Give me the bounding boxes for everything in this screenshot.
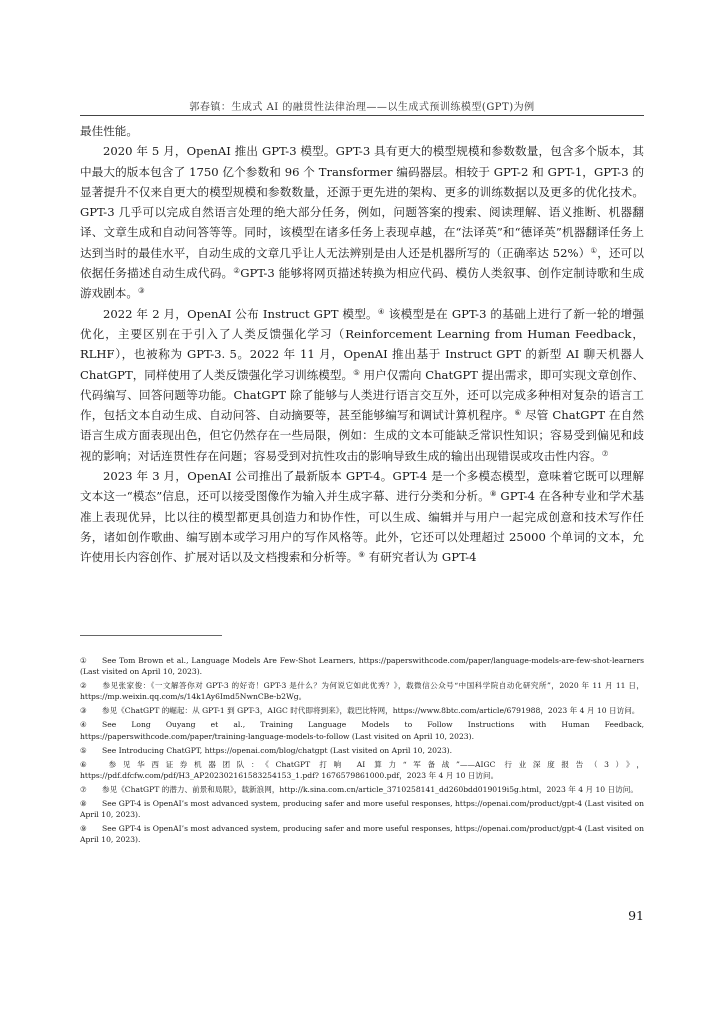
paragraph-text: 该模型是在 GPT-3 的基础上进行了新一轮的增强优化，主要区别在于引入了人类反馈强化学习（Reinforcement Learning from Human Feedback，RLHF），也被称为 GPT-3. 5。2022 年 11 月，OpenAI 推出基于 Instruct GPT 的新型 AI 聊天机器人 ChatGPT，同样使用了人类反馈强化学习训练模型。 xyxy=(80,306,645,382)
footnote-text: See Tom Brown et al., Language Models Are Few-Shot Learners, https://paperswithcode.com/paper/language-models-are-few-shot-learners (Last visited on April 10, 2023). xyxy=(80,656,644,677)
paragraph-text: 2020 年 5 月，OpenAI 推出 GPT-3 模型。GPT-3 具有更大的模型规模和参数数量，包含多个版本，其中最大的版本包含了 1750 亿个参数和 96 个 Transformer 编码器层。相较于 GPT-2 和 GPT-1，GPT-3 的显著提升不仅来自更大的模型规模和参数数量，还源于更先进的架构、更多的训练数据以及更多的优化技术。GPT-3 几乎可以完成自然语言处理的绝大部分任务，例如，问题答案的搜索、阅读理解、语义推断、机器翻译、文章生成和自动问答等等。同时，该模型在诸多任务上表现卓越，在“法译英”和“德译英”机器翻译任务上达到当时的最佳水平，自动生成的文章几乎让人无法辨别是由人还是机器所写的（正确率达 52%） xyxy=(80,144,644,260)
footnote-marker[interactable]: ⑤ xyxy=(353,367,360,377)
paragraph-text: GPT-3 能够将网页描述转换为相应代码、模仿人类叙事、创作定制诗歌和生成游戏剧本。 xyxy=(80,266,644,301)
footnote-marker[interactable]: ⑥ xyxy=(514,408,522,418)
footnote-text: See GPT-4 is OpenAI’s most advanced system, producing safer and more useful responses, https://openai.com/product/gpt-4 (Last visited on April 10, 2023). xyxy=(80,799,644,820)
footnote-item xyxy=(80,823,644,845)
footnote-item xyxy=(80,798,644,820)
paragraph-text: 用户仅需向 ChatGPT 提出需求，即可实现文章创作、代码编写、回答问题等功能。ChatGPT 除了能够与人类进行语言交互外，还可以完成多种相对复杂的语言工作，包括文本自动生成、自动问答、自动摘要等，甚至能够编写和调试计算机程序。 xyxy=(80,367,644,423)
footnote-marker[interactable]: ② xyxy=(233,266,241,276)
main-body-text xyxy=(80,121,644,568)
footnote-number: ④ xyxy=(80,720,87,730)
body-paragraph xyxy=(80,121,644,141)
footnote-item xyxy=(80,759,644,781)
footnote-marker[interactable]: ⑧ xyxy=(489,489,497,499)
paragraph-text: 2022 年 2 月，OpenAI 公布 Instruct GPT 模型。 xyxy=(103,306,378,321)
footnote-marker[interactable]: ⑨ xyxy=(358,550,365,560)
footnote-marker[interactable]: ① xyxy=(590,245,598,255)
footnote-number: ① xyxy=(80,656,87,665)
footnote-number: ⑥ xyxy=(80,759,87,769)
body-paragraph xyxy=(80,141,644,303)
footnote-number: ③ xyxy=(80,706,87,716)
footnote-text: See GPT-4 is OpenAI’s most advanced system, producing safer and more useful responses, https://openai.com/product/gpt-4 (Last visited on April 10, 2023). xyxy=(80,824,644,845)
header-rule xyxy=(80,115,644,116)
paragraph-text: 尽管 ChatGPT 在自然语言生成方面表现出色，但它仍然存在一些局限，例如：生成的文本可能缺乏常识性知识；容易受到偏见和歧视的影响；对话连贯性存在问题；容易受到对抗性攻击的影响导致生成的输出出现错误或攻击性内容。 xyxy=(80,408,644,463)
running-header: 郭春镇：生成式 AI 的融贯性法律治理——以生成式预训练模型(GPT)为例 xyxy=(189,102,535,113)
footnote-item xyxy=(80,745,644,756)
paragraph-text: GPT-4 在各种专业和学术基准上表现优异，比以往的模型都更具创造力和协作性，可以生成、编辑并与用户一起完成创意和技术写作任务，诸如创作歌曲、编写剧本或学习用户的写作风格等。此外，它还可以处理超过 25000 个单词的文本，允许使用长内容创作、扩展对话以及文档搜索和分析等。 xyxy=(80,489,644,565)
footnote-marker[interactable]: ③ xyxy=(137,286,145,296)
paragraph-text: 有研究者认为 GPT-4 xyxy=(365,550,477,565)
page-number: 91 xyxy=(628,908,644,923)
body-paragraph xyxy=(80,304,644,466)
footnote-item xyxy=(80,705,644,716)
paragraph-text: 最佳性能。 xyxy=(80,124,138,138)
footnote-text: See Long Ouyang et al., Training Language Models to Follow Instructions with Human Feedback, https://paperswithcode.com/paper/training-language-models-to-follow (Last visited on April 10, 2023). xyxy=(80,720,644,741)
footnote-number: ⑧ xyxy=(80,799,87,809)
footnote-marker[interactable]: ④ xyxy=(377,306,385,316)
footnote-item xyxy=(80,680,644,702)
footnote-separator xyxy=(80,635,222,636)
footnote-text: 参见张家俊：《一文解答你对 GPT-3 的好奇！GPT-3 是什么？为何说它如此优秀？》，载微信公众号“中国科学院自动化研究所”，2020 年 11 月 11 日，https://mp.weixin.qq.com/s/14k1Ay6Imd5NwnCBe-b2Wg。 xyxy=(80,681,644,702)
paragraph-text: 2023 年 3 月，OpenAI 公司推出了最新版本 GPT-4。GPT-4 是一个多模态模型，意味着它既可以理解文本这一“模态”信息，还可以接受图像作为输入并生成字幕、进行分类和分析。 xyxy=(80,469,644,504)
footnote-number: ⑨ xyxy=(80,824,87,834)
footnote-item xyxy=(80,719,644,741)
footnote-text: 参见华西证券机器团队：《ChatGPT 打响 AI 算力“军备战”——AIGC 行业深度报告（3）》，https://pdf.dfcfw.com/pdf/H3_AP202302161583254153_1.pdf? 1676579861000.pdf，2023 年 4 月 10 日访问。 xyxy=(80,759,644,780)
paragraph-text: ，还可以依据任务描述自动生成代码。 xyxy=(80,245,644,281)
footnote-item xyxy=(80,655,644,677)
footnote-text: 参见《ChatGPT 的崛起：从 GPT-1 到 GPT-3，AIGC 时代即将到来》，载巴比特网，https://www.8btc.com/article/6791988，2023 年 4 月 10 日访问。 xyxy=(102,706,640,716)
footnote-number: ⑦ xyxy=(80,784,87,794)
footnote-text: 参见《ChatGPT 的潜力、前景和局限》，载新浪网，http://k.sina.com.cn/article_3710258141_dd260bdd019019i5g.html，2023 年 4 月 10 日访问。 xyxy=(102,784,638,794)
footnote-number: ② xyxy=(80,681,87,691)
footnote-number: ⑤ xyxy=(80,745,87,755)
body-paragraph xyxy=(80,466,644,567)
footnotes xyxy=(80,655,644,848)
footnote-marker[interactable]: ⑦ xyxy=(601,448,609,458)
footnote-text: See Introducing ChatGPT, https://openai.com/blog/chatgpt (Last visited on April 10, 2023). xyxy=(102,745,453,755)
footnote-item xyxy=(80,784,644,795)
